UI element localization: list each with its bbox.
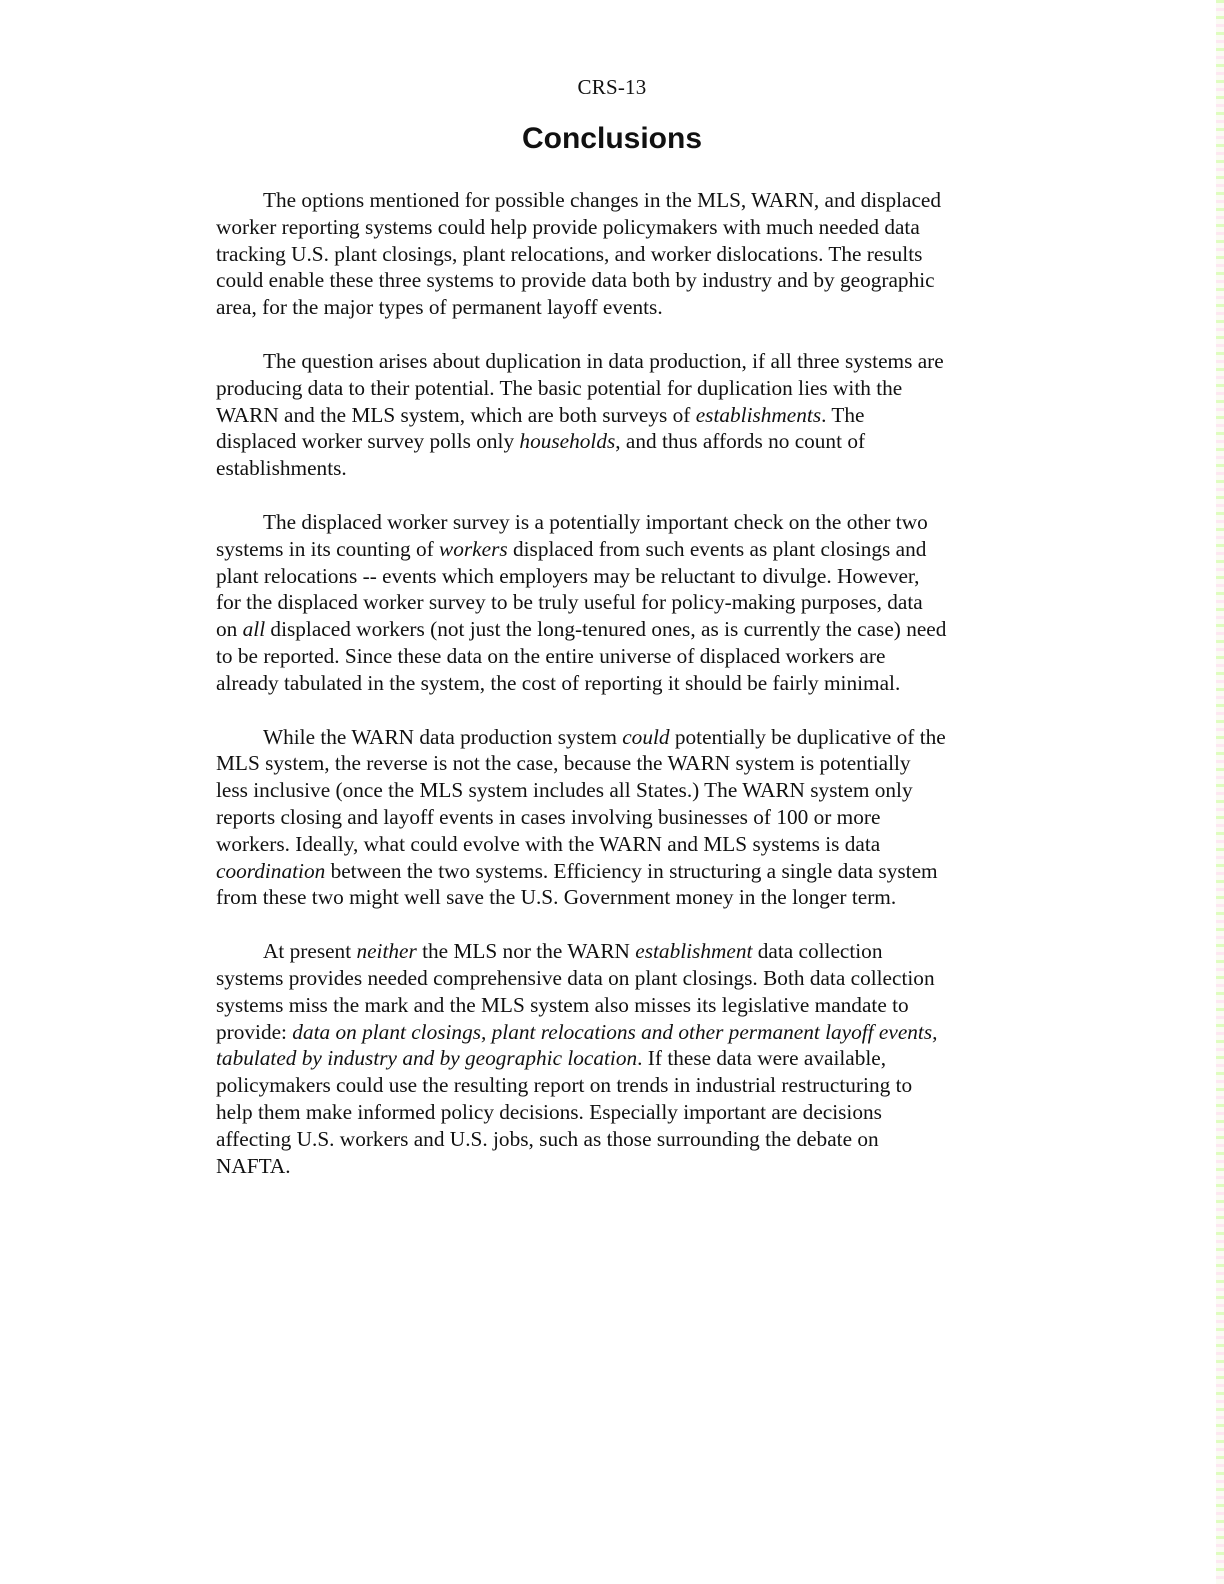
italic-text: coordination [216,858,326,883]
italic-text: establishment [635,939,753,964]
text-line [216,1019,1016,1046]
text-segment: on [216,617,243,642]
text-segment: . If these data were available, [637,1046,887,1071]
text-line [216,536,1016,563]
italic-text: neither [356,939,417,964]
italic-text: all [242,617,266,642]
text-segment: less inclusive (once the MLS system includes all States.) The WARN system only [216,778,913,803]
text-segment: displaced workers (not just the long-tenured ones, as is currently the case) need [265,617,947,642]
text-segment: already tabulated in the system, the cost of reporting it should be fairly minimal. [216,670,901,695]
text-line [216,1153,1016,1180]
text-segment: worker reporting systems could help provide policymakers with much needed data [216,214,920,239]
text-segment: NAFTA. [216,1153,291,1178]
text-line [216,884,1016,911]
text-segment: potentially be duplicative of the [669,724,946,749]
text-line [216,428,1016,455]
paragraph [216,724,1016,912]
text-line [216,992,1016,1019]
text-segment: provide: [216,1019,293,1044]
text-line [216,965,1016,992]
text-line [216,375,1016,402]
text-line [216,777,1016,804]
body-text [216,187,1016,1206]
text-segment: to be reported. Since these data on the entire universe of displaced workers are [216,643,886,668]
text-line [216,509,1016,536]
italic-text: establishments [695,402,822,427]
text-segment: between the two systems. Efficiency in structuring a single data system [325,858,938,883]
italic-text: households [519,429,616,454]
text-segment: systems provides needed comprehensive data on plant closings. Both data collection [216,965,935,990]
text-line [216,1072,1016,1099]
text-segment: The displaced worker survey is a potentially important check on the other two [263,509,928,534]
text-line [216,858,1016,885]
italic-text: tabulated by industry and by geographic location [216,1046,638,1071]
text-segment: The options mentioned for possible changes in the MLS, WARN, and displaced [263,188,942,212]
text-segment: could enable these three systems to provide data both by industry and by geographic [216,268,935,293]
text-line [216,294,1016,321]
text-line [216,241,1016,268]
text-segment: The question arises about duplication in data production, if all three systems are [263,348,944,373]
italic-text: could [622,724,670,749]
text-line [216,402,1016,429]
text-segment: from these two might well save the U.S. Government money in the longer term. [216,885,897,910]
text-line [216,670,1016,697]
text-line [216,831,1016,858]
text-line [216,1099,1016,1126]
text-segment: systems in its counting of [216,536,440,561]
text-segment: displaced worker survey polls only [216,429,520,454]
text-line [216,643,1016,670]
text-line [216,563,1016,590]
section-title: Conclusions [521,122,702,155]
text-line [216,724,1016,751]
text-segment: . The [821,402,865,427]
text-segment: systems miss the mark and the MLS system also misses its legislative mandate to [216,992,909,1017]
text-line [216,267,1016,294]
text-segment: affecting U.S. workers and U.S. jobs, such as those surrounding the debate on [216,1126,879,1151]
text-segment: data collection [752,939,883,964]
paragraph [216,938,1016,1179]
text-line [216,187,1016,214]
text-segment: plant relocations -- events which employers may be reluctant to divulge. However, [216,563,920,588]
text-line [216,1045,1016,1072]
text-line [216,616,1016,643]
text-segment: establishments. [216,456,347,481]
text-segment: producing data to their potential. The basic potential for duplication lies with the [216,375,903,400]
text-line [216,750,1016,777]
text-line [216,214,1016,241]
text-segment: reports closing and layoff events in cases involving businesses of 100 or more [216,804,881,829]
text-segment: tracking U.S. plant closings, plant relocations, and worker dislocations. The results [216,241,923,266]
paragraph [216,348,1016,482]
text-line [216,348,1016,375]
text-segment: While the WARN data production system [263,724,623,749]
text-segment: MLS system, the reverse is not the case, because the WARN system is potentially [216,751,911,776]
text-line [216,1126,1016,1153]
text-segment: , and thus affords no count of [615,429,866,454]
text-segment: help them make informed policy decisions. Especially important are decisions [216,1099,882,1124]
italic-text: data on plant closings, plant relocations and other permanent layoff events, [292,1019,938,1044]
scan-edge-strip [1216,0,1224,1584]
text-segment: for the displaced worker survey to be truly useful for policy-making purposes, data [216,590,923,615]
text-line [216,804,1016,831]
paragraph [216,187,1016,321]
text-segment: policymakers could use the resulting report on trends in industrial restructuring to [216,1073,913,1098]
text-segment: workers. Ideally, what could evolve with the WARN and MLS systems is data [216,831,881,856]
text-segment: WARN and the MLS system, which are both surveys of [216,402,696,427]
text-line [216,455,1016,482]
text-segment: At present [263,939,357,964]
text-segment: the MLS nor the WARN [416,939,636,964]
text-segment: area, for the major types of permanent layoff events. [216,295,663,320]
page-number: CRS-13 [577,75,647,99]
text-line [216,938,1016,965]
text-segment: displaced from such events as plant closings and [507,536,927,561]
text-line [216,589,1016,616]
paragraph [216,509,1016,697]
italic-text: workers [439,536,508,561]
